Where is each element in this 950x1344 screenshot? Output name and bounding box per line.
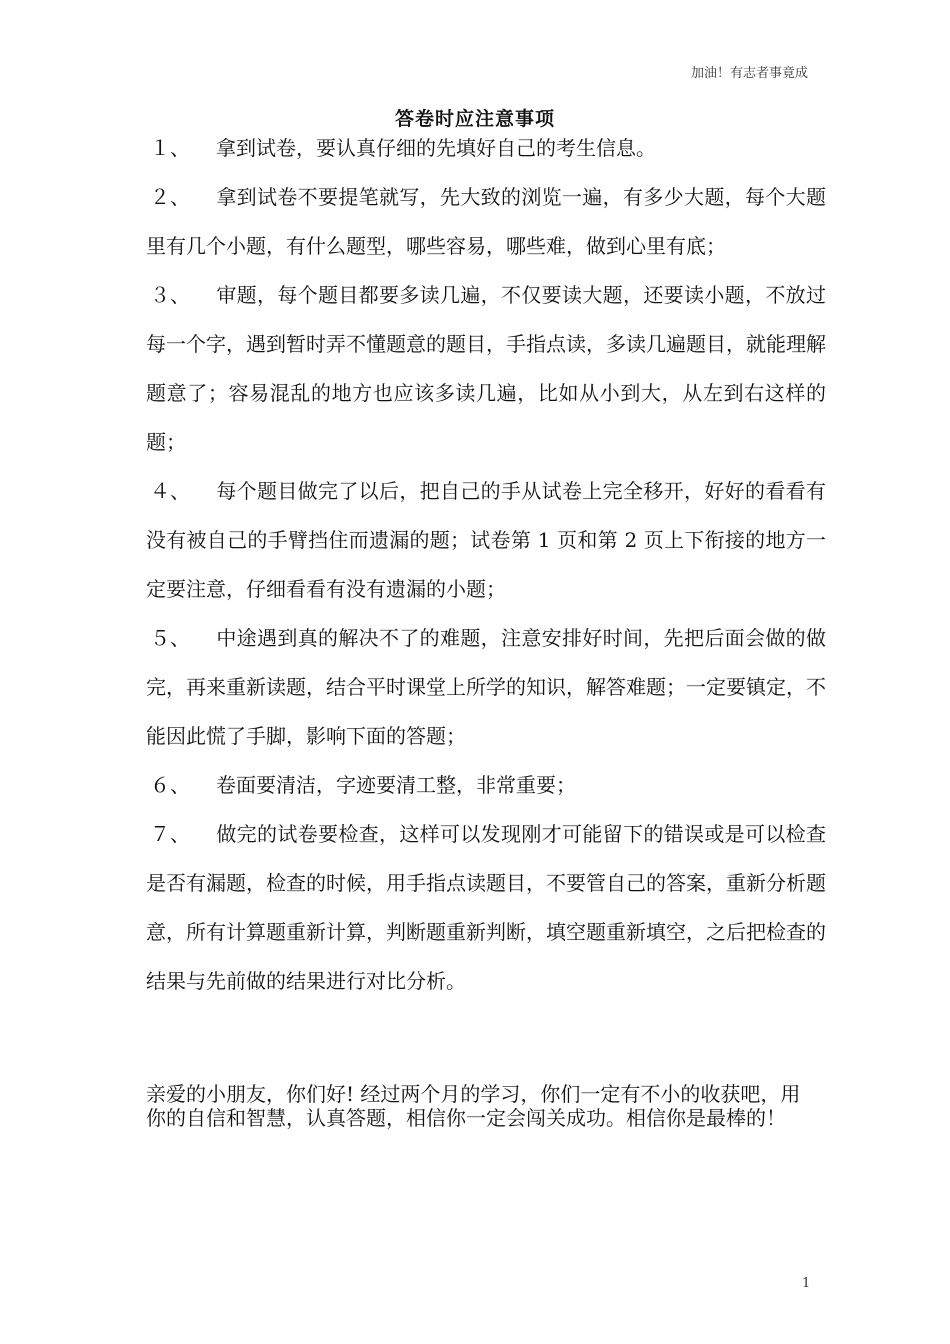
item-text: 每个题目做完了以后，把自己的手从试卷上完全移开，好好的看看有没有被自己的手臂挡住而遗漏的题；试卷第 1 页和第 2 页上下衔接的地方一定要注意，仔细看看有没有遗漏的小题； [146,479,826,601]
item-text: 拿到试卷不要提笔就写，先大致的浏览一遍，有多少大题，每个大题里有几个小题，有什么题型，哪些容易，哪些难，做到心里有底； [146,185,826,258]
item-text: 卷面要清洁，字迹要清工整，非常重要； [216,773,576,797]
item-number: ５、 [150,626,190,650]
item-number: １、 [150,136,190,160]
item-text: 做完的试卷要检查，这样可以发现刚才可能留下的错误或是可以检查是否有漏题，检查的时候，用手指点读题目，不要管自己的答案，重新分析题意，所有计算题重新计算，判断题重新判断，填空题重新填空，之后把检查的结果与先前做的结果进行对比分析。 [146,822,826,993]
item-number: ３、 [150,283,190,307]
item-number: ４、 [150,479,190,503]
page-number: 1 [802,1276,811,1291]
page-title: 答卷时应注意事项 [394,108,555,130]
list-item [146,810,826,1006]
list-item [146,271,826,467]
item-number: ６、 [150,773,190,797]
item-text: 中途遇到真的解决不了的难题，注意安排好时间，先把后面会做的做完，再来重新读题，结合平时课堂上所学的知识，解答难题；一定要镇定，不能因此慌了手脚，影响下面的答题； [146,626,826,748]
list-item [146,614,826,761]
item-number: ７、 [150,822,190,846]
list-item [146,124,826,173]
list-item [146,173,826,271]
list-item [146,761,826,810]
notice-list [146,124,826,1006]
item-text: 审题，每个题目都要多读几遍，不仅要读大题，还要读小题，不放过每一个字，遇到暂时弄不懂题意的题目，手指点读，多读几遍题目，就能理解题意了；容易混乱的地方也应该多读几遍，比如从小到大，从左到右这样的题； [146,283,826,454]
header-slogan: 加油！有志者事竟成 [690,66,808,81]
closing-message: 亲爱的小朋友，你们好! 经过两个月的学习，你们一定有不小的收获吧，用你的自信和智慧，认真答题，相信你一定会闯关成功。相信你是最棒的！ [146,1082,801,1130]
item-text: 拿到试卷，要认真仔细的先填好自己的考生信息。 [216,136,656,160]
list-item [146,467,826,614]
item-number: ２、 [150,185,190,209]
